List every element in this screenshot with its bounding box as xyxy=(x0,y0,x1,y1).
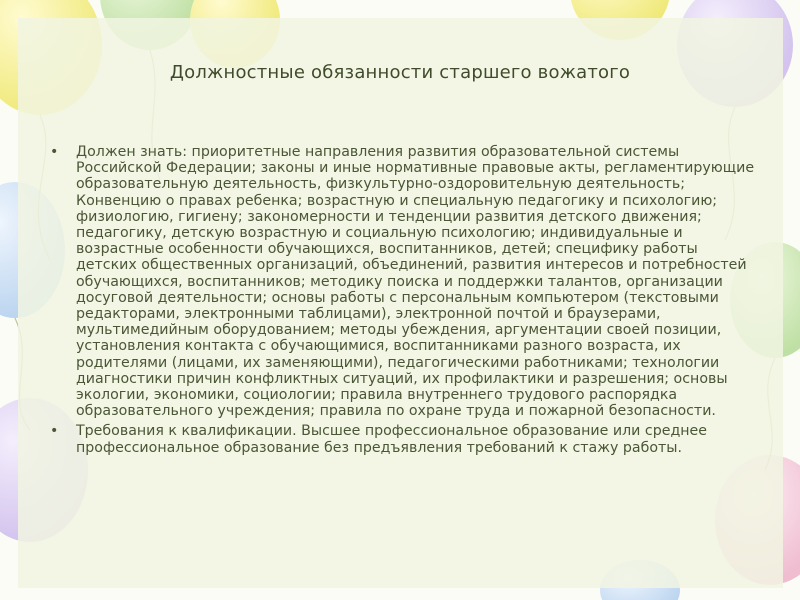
bullet-item-qualification xyxy=(50,423,755,455)
bullet-list xyxy=(50,144,755,460)
bullet-dot-icon: • xyxy=(50,144,59,160)
bullet-item-knowledge xyxy=(50,144,755,419)
bullet-text: Требования к квалификации. Высшее профессиональное образование или среднее профессиональное образование без предъявления требований к стажу работы. xyxy=(76,423,707,456)
bullet-dot-icon: • xyxy=(50,423,59,440)
slide-title: Должностные обязанности старшего вожатого xyxy=(169,62,631,83)
bullet-text: Должен знать: приоритетные направления развития образовательной системы Российской Федерации; законы и иные нормативные правовые акты, регламентирующие образовательную деятельность, физкультурно-оздоровительную деятельность; Конвенцию о правах ребенка; возрастную и специальную педагогику и психологию; физиологию, гигиену; закономерности и тенденции развития детского движения; педагогику, детскую возрастную и социальную психологию; индивидуальные и возрастные особенности обучающихся, воспитанников, детей; специфику работы детских общественных организаций, объединений, развития интересов и потребностей обучающихся, воспитанников; методику поиска и поддержки талантов, организации досуговой деятельности; основы работы с персональным компьютером (текстовыми редакторами, электронными таблицами), электронной почтой и браузерами, мультимедийным оборудованием; методы убеждения, аргументации своей позиции, установления контакта с обучающимися, воспитанниками разного возраста, их родителями (лицами, их заменяющими), педагогическими работниками; технологии диагностики причин конфликтных ситуаций, их профилактики и разрешения; основы экологии, экономики, социологии; правила внутреннего трудового распорядка образовательного учреждения; правила по охране труда и пожарной безопасности. xyxy=(76,144,755,420)
